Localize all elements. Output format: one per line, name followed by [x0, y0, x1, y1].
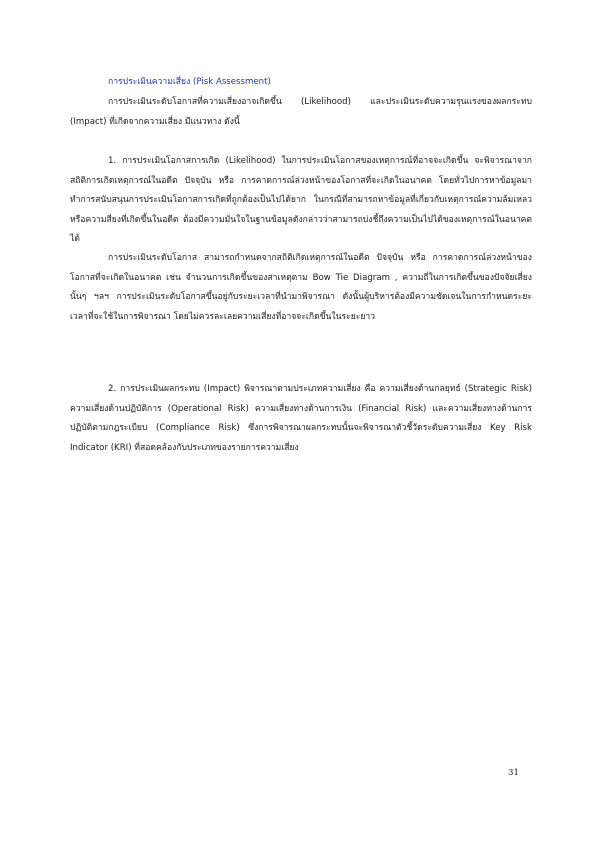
page-number: 31	[508, 768, 519, 778]
paragraph-intro: การประเมินระดับโอกาสที่ความเสี่ยงอาจเกิดขึ้น (Likelihood) และประเมินระดับความรุนแรงของผลกระทบ (Impact) ที่เกิดจากความเสี่ยง มีแนวทาง ดังนี้	[70, 97, 532, 127]
paragraph-likelihood-assessment: การประเมินระดับโอกาส สามารถกำหนดจากสถิติเกิดเหตุการณ์ในอดีต ปัจจุบัน หรือ การคาดการณ์ล่วงหน้าของโอกาสที่จะเกิดในอนาคต เช่น จำนวนการเกิดขึ้นของสาเหตุตาม Bow Tie Diagram , ความถี่ในการเกิดขึ้นของปัจจัยเสี่ยงนั้นๆ ฯลฯ การประเมินระดับโอกาสขึ้นอยู่กับระยะเวลาที่นำมาพิจารณา ดังนั้นผู้บริหารต้องมีความชัดเจนในการกำหนดระยะเวลาที่จะใช้ในการพิจารณา โดยไม่ควรละเลยความเสี่ยงที่อาจจะเกิดขึ้นในระยะยาว	[70, 253, 532, 322]
paragraph-likelihood: 1. การประเมินโอกาสการเกิด (Likelihood) ในการประเมินโอกาสของเหตุการณ์ที่อาจจะเกิดขึ้น จะพิจารณาจากสถิติการเกิดเหตุการณ์ในอดีต ปัจจุบัน หรือ การคาดการณ์ล่วงหน้าของโอกาสที่จะเกิดในอนาคต โดยทั่วไปการหาข้อมูลมาทำการสนับสนุนการประเมินโอกาสการเกิดที่ถูกต้องเป็นไปได้ยาก ในกรณีที่สามารถหาข้อมูลที่เกี่ยวกับเหตุการณ์ความล้มเหลวหรือความสี่ยงที่เกิดขึ้นในอดีต ต้องมีความมั่นใจในฐานข้อมูลดังกล่าวว่าสามารถบ่งชี้ถึงความเป็นไปได้ของเหตุการณ์ในอนาคตได้	[70, 156, 532, 245]
section-heading: การประเมินความเสี่ยง (Pisk Assessment)	[108, 77, 271, 87]
paragraph-impact: 2. การประเมินผลกระทบ (Impact) พิจารณาตามประเภทความเสี่ยง คือ ความเสี่ยงด้านกลยุทธ์ (Strategic Risk) ความเสี่ยงด้านปฏิบัติการ (Operational Risk) ความเสี่ยงทางด้านการเงิน (Financial Risk) และความเสี่ยงทางด้านการปฏิบัติตามกฎระเบียบ (Compliance Risk) ซึ่งการพิจารณาผลกระทบนั้นจะพิจารณาตัวชี้วัดระดับความเสี่ยง Key Risk Indicator (KRI) ที่สอดคล้องกับประเภทของรายการความเสี่ยง	[70, 384, 532, 453]
